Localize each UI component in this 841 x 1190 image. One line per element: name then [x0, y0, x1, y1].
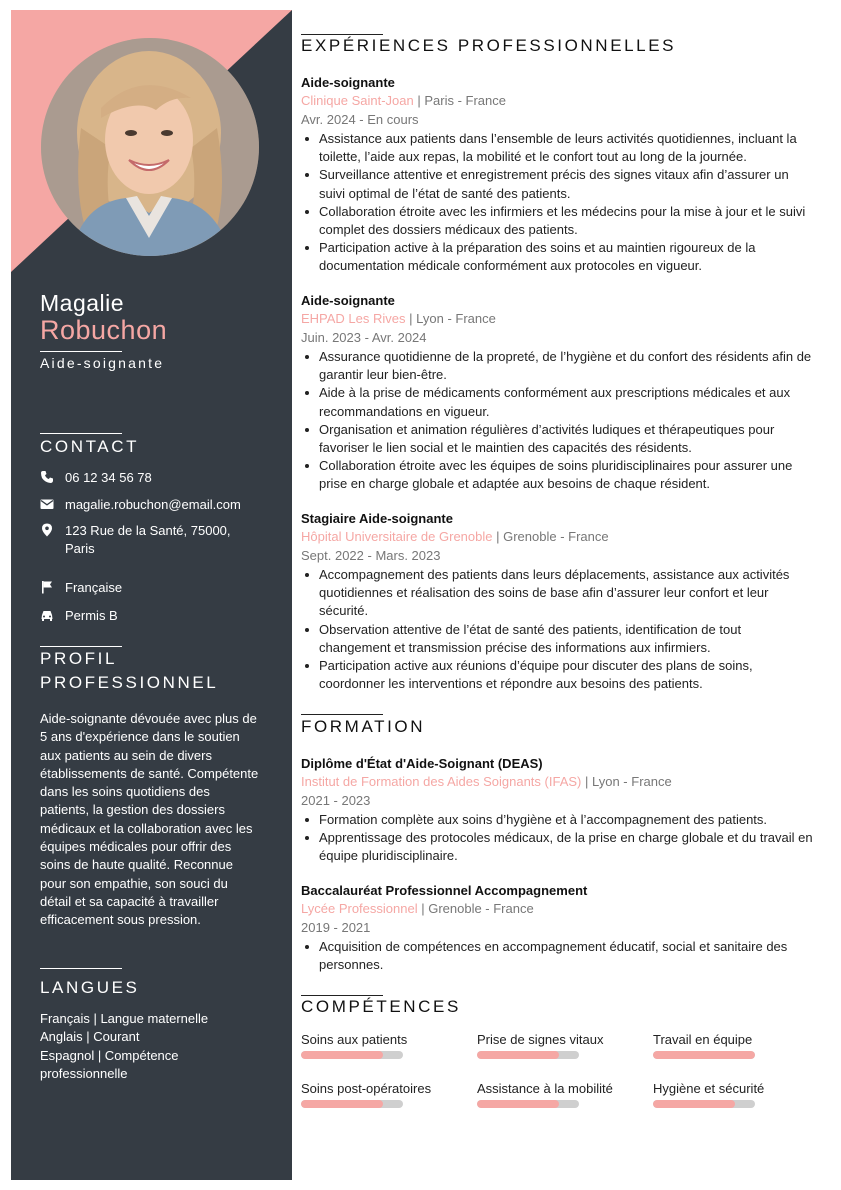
skill-label: Soins post-opératoires — [301, 1081, 432, 1096]
experience-title: Aide-soignante — [301, 75, 395, 90]
bullet-item: Formation complète aux soins d’hygiène et à l’accompagnement des patients. — [301, 811, 816, 829]
skill-bar — [301, 1051, 403, 1059]
education-dates: 2021 - 2023 — [301, 792, 371, 808]
experience-entry — [301, 74, 816, 276]
flag-icon — [40, 580, 54, 594]
experience-heading: EXPÉRIENCES PROFESSIONNELLES — [301, 36, 677, 55]
skill-label: Prise de signes vitaux — [477, 1032, 604, 1047]
education-org: Institut de Formation des Aides Soignants (IFAS) — [301, 774, 582, 789]
divider — [301, 714, 383, 715]
experience-bullets — [301, 130, 816, 276]
skill-bar — [653, 1051, 755, 1059]
education-dates: 2019 - 2021 — [301, 919, 371, 935]
contact-nationality — [40, 579, 280, 597]
skill-label: Hygiène et sécurité — [653, 1081, 765, 1096]
divider — [40, 968, 122, 969]
experience-title: Aide-soignante — [301, 293, 395, 308]
bullet-item: Participation active aux réunions d’équipe pour discuter des plans de soins, coordonner les interventions et répondre aux besoins des patients. — [301, 657, 816, 693]
education-bullets — [301, 811, 816, 866]
divider — [301, 34, 383, 35]
job-title: Aide-soignante — [40, 355, 165, 371]
skill-bar-fill — [301, 1051, 383, 1059]
skill-item — [653, 1032, 813, 1059]
skill-bar-fill — [301, 1100, 383, 1108]
bullet-item: Assistance aux patients dans l’ensemble de leurs activités quotidiennes, incluant la toilette, l’aide aux repas, la mobilité et le confort tout au long de la journée. — [301, 130, 816, 166]
main-content — [301, 0, 821, 1190]
profile-heading-line1: PROFIL — [40, 649, 118, 668]
skill-label: Assistance à la mobilité — [477, 1081, 613, 1096]
education-location: | Grenoble - France — [421, 901, 534, 916]
location-pin-icon — [40, 523, 54, 537]
profile-summary: Aide-soignante dévouée avec plus de 5 ans d'expérience dans le soutien aux patients au sein de divers établissements de santé. Compétente dans les soins quotidiens des patients, la gestion des dossiers médicaux et la collaboration avec les équipes médicales pour offrir des soins de haute qualité. Reconnue pour son empathie, son souci du détail et sa capacité à travailler efficacement sous pression. — [40, 711, 259, 928]
experience-title: Stagiaire Aide-soignante — [301, 511, 453, 526]
education-entry — [301, 755, 816, 866]
bullet-item: Acquisition de compétences en accompagnement éducatif, social et sanitaire des personnes. — [301, 938, 816, 974]
skill-item — [477, 1032, 637, 1059]
divider — [40, 351, 122, 352]
skill-bar-fill — [653, 1100, 735, 1108]
education-title: Diplôme d'État d'Aide-Soignant (DEAS) — [301, 756, 543, 771]
education-entry — [301, 882, 816, 974]
email-icon — [40, 497, 54, 511]
experience-entry — [301, 510, 816, 693]
skill-bar — [301, 1100, 403, 1108]
skill-label: Travail en équipe — [653, 1032, 753, 1047]
bullet-item: Assurance quotidienne de la propreté, de l’hygiène et du confort des résidents afin de garantir leur bien-être. — [301, 348, 816, 384]
bullet-item: Observation attentive de l’état de santé des patients, identification de tout changement et transmission précise des informations aux infirmiers. — [301, 621, 816, 657]
nationality-text: Française — [65, 580, 123, 595]
experience-entry — [301, 292, 816, 494]
experience-bullets — [301, 348, 816, 494]
bullet-item: Accompagnement des patients dans leurs déplacements, assistance aux activités quotidiennes et réalisation des soins de base afin d’assurer leur confort et leur sécurité. — [301, 566, 816, 621]
education-bullets — [301, 938, 816, 974]
experience-org: EHPAD Les Rives — [301, 311, 406, 326]
experience-dates: Sept. 2022 - Mars. 2023 — [301, 547, 441, 563]
skill-bar — [477, 1051, 579, 1059]
language-item: Anglais | Courant — [40, 1029, 140, 1045]
divider — [40, 433, 122, 434]
car-icon — [40, 608, 54, 622]
experience-org: Clinique Saint-Joan — [301, 93, 414, 108]
languages-list — [40, 1010, 262, 1083]
bullet-item: Organisation et animation régulières d’activités ludiques et thérapeutiques pour favoriser le lien social et le maintien des capacités des résidents. — [301, 421, 816, 457]
skill-item — [301, 1081, 461, 1108]
experience-bullets — [301, 566, 816, 693]
education-location: | Lyon - France — [585, 774, 672, 789]
phone-text: 06 12 34 56 78 — [65, 470, 152, 485]
education-place — [301, 773, 816, 792]
experience-place — [301, 92, 816, 111]
profile-heading-line2: PROFESSIONNEL — [40, 673, 219, 692]
bullet-item: Surveillance attentive et enregistrement précis des signes vitaux afin d’assurer un suivi optimal de l’état de santé des patients. — [301, 166, 816, 202]
experience-dates: Avr. 2024 - En cours — [301, 111, 419, 127]
experience-location: | Lyon - France — [409, 311, 496, 326]
skill-bar — [477, 1100, 579, 1108]
first-name: Magalie — [40, 290, 125, 316]
education-title: Baccalauréat Professionnel Accompagnement — [301, 883, 588, 898]
experience-place — [301, 528, 816, 547]
experience-dates: Juin. 2023 - Avr. 2024 — [301, 329, 427, 345]
skill-bar-fill — [477, 1100, 559, 1108]
bullet-item: Collaboration étroite avec les infirmiers et les médecins pour la mise à jour et le suivi complet des dossiers médicaux des patients. — [301, 203, 816, 239]
skill-item — [477, 1081, 637, 1108]
skill-item — [301, 1032, 461, 1059]
profile-photo — [41, 38, 259, 256]
bullet-item: Participation active à la préparation des soins et au maintien rigoureux de la documentation médicale conformément aux protocoles en vigueur. — [301, 239, 816, 275]
contact-license — [40, 607, 280, 625]
contact-heading: CONTACT — [40, 437, 140, 456]
language-item: Français | Langue maternelle — [40, 1011, 209, 1026]
language-item: Espagnol | Compétence professionnelle — [40, 1047, 179, 1081]
experience-location: | Grenoble - France — [496, 529, 609, 544]
divider — [301, 995, 383, 996]
education-place — [301, 900, 816, 919]
experience-org: Hôpital Universitaire de Grenoble — [301, 529, 493, 544]
skills-heading: COMPÉTENCES — [301, 997, 461, 1016]
phone-icon — [40, 470, 54, 484]
license-text: Permis B — [65, 608, 118, 623]
email-text: magalie.robuchon@email.com — [65, 497, 241, 512]
skill-bar-fill — [477, 1051, 559, 1059]
experience-location: | Paris - France — [417, 93, 506, 108]
sidebar — [11, 10, 292, 1180]
education-heading: FORMATION — [301, 717, 426, 736]
last-name: Robuchon — [40, 315, 168, 345]
contact-address — [40, 522, 280, 558]
skill-bar-fill — [653, 1051, 755, 1059]
experience-place — [301, 310, 816, 329]
education-org: Lycée Professionnel — [301, 901, 418, 916]
bullet-item: Apprentissage des protocoles médicaux, de la prise en charge globale et du travail en équipe pluridisciplinaire. — [301, 829, 816, 865]
contact-email — [40, 496, 280, 514]
languages-heading: LANGUES — [40, 978, 140, 997]
skill-bar — [653, 1100, 755, 1108]
contact-phone — [40, 469, 280, 487]
bullet-item: Collaboration étroite avec les équipes de soins pluridisciplinaires pour assurer une prise en charge globale et adaptée aux besoins de chaque résident. — [301, 457, 816, 493]
address-text: 123 Rue de la Santé, 75000, Paris — [65, 523, 231, 556]
skill-item — [653, 1081, 813, 1108]
bullet-item: Aide à la prise de médicaments conformément aux prescriptions médicales et aux recommandations en vigueur. — [301, 384, 816, 420]
skill-label: Soins aux patients — [301, 1032, 408, 1047]
